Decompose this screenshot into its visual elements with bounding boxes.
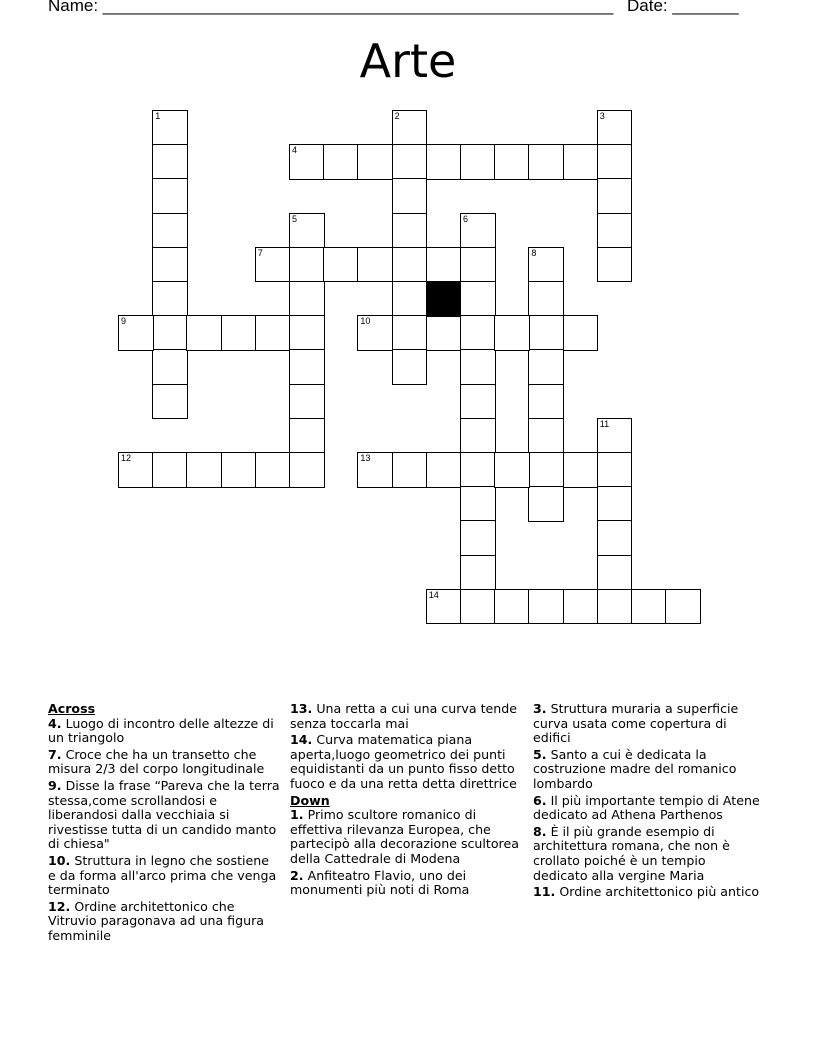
grid-cell[interactable] — [392, 110, 428, 146]
grid-cell[interactable] — [494, 452, 530, 488]
clue-across-4: 4. Luogo di incontro delle altezze di un triangolo — [48, 715, 274, 746]
grid-cell[interactable] — [597, 452, 633, 488]
clue-across-10: 10. Struttura in legno che sostiene e da forma all'arco prima che venga terminato — [48, 852, 277, 898]
grid-cell[interactable] — [460, 418, 496, 454]
grid-cell[interactable] — [528, 315, 564, 351]
grid-cell[interactable] — [460, 315, 496, 351]
grid-cell[interactable] — [152, 315, 188, 351]
clue-number: 10 — [360, 316, 371, 327]
clue-down-8: 8. È il più grande esempio di architettura romana, che non è crollato poiché è un tempio dedicato alla vergine Maria — [533, 823, 730, 883]
clue-number: 6 — [463, 213, 469, 224]
clue-number: 13 — [360, 453, 371, 463]
grid-cell[interactable] — [118, 315, 154, 351]
grid-cell[interactable] — [528, 349, 564, 385]
grid-cell[interactable] — [392, 247, 428, 283]
grid-cell[interactable] — [392, 349, 428, 385]
grid-cell[interactable] — [597, 486, 633, 522]
grid-cell[interactable] — [563, 589, 599, 625]
grid-cell[interactable] — [597, 178, 633, 214]
clues-column-2 — [290, 702, 522, 900]
clue-down-11: 11. Ordine architettonico più antico — [533, 884, 760, 900]
grid-cell[interactable] — [392, 452, 428, 488]
grid-cell[interactable] — [152, 452, 188, 488]
grid-cell[interactable] — [460, 452, 496, 488]
grid-cell[interactable] — [289, 213, 325, 249]
clue-number: 3 — [599, 111, 605, 121]
clue-across-14: 14. Curva matematica piana aperta,luogo geometrico dei punti equidistanti da un punto fisso detto fuoco e da una retta detta direttrice — [290, 732, 517, 791]
grid-cell[interactable] — [528, 144, 564, 180]
grid-cell[interactable] — [528, 384, 564, 420]
clues-column-3 — [533, 702, 763, 902]
clue-down-2: 2. Anfiteatro Flavio, uno dei monumenti più noti di Roma — [290, 867, 470, 898]
grid-cell[interactable] — [597, 110, 633, 146]
grid-cell[interactable] — [460, 213, 496, 249]
grid-cell[interactable] — [152, 110, 188, 146]
grid-cell[interactable] — [357, 452, 393, 488]
name-label: Name: ______________________________________________________ — [48, 0, 614, 15]
clue-down-5: 5. Santo a cui è dedicata la costruzione madre del romanico lombardo — [533, 746, 737, 791]
grid-cell[interactable] — [392, 281, 428, 317]
grid-cell[interactable] — [460, 144, 496, 180]
clue-number: 12 — [121, 453, 132, 463]
grid-cell[interactable] — [460, 589, 496, 625]
grid-cell[interactable] — [597, 555, 633, 591]
page-title: Arte — [359, 34, 457, 88]
grid-cell[interactable] — [289, 349, 325, 385]
grid-cell[interactable] — [357, 247, 393, 283]
grid-cell[interactable] — [563, 452, 599, 488]
grid-cell[interactable] — [597, 418, 633, 454]
grid-cell[interactable] — [426, 144, 462, 180]
grid-cell[interactable] — [152, 349, 188, 385]
grid-cell[interactable] — [597, 247, 633, 283]
grid-cell[interactable] — [323, 144, 359, 180]
grid-cell[interactable] — [597, 589, 633, 625]
clues-column-1 — [48, 702, 280, 946]
grid-cell[interactable] — [494, 315, 530, 351]
grid-cell[interactable] — [323, 247, 359, 283]
grid-cell[interactable] — [528, 589, 564, 625]
grid-cell[interactable] — [563, 315, 599, 351]
clue-number: 14 — [428, 589, 439, 600]
grid-cell[interactable] — [494, 589, 530, 625]
grid-cell[interactable] — [563, 144, 599, 180]
grid-cell[interactable] — [392, 213, 428, 249]
grid-cell[interactable] — [289, 418, 325, 454]
grid-block — [426, 281, 462, 317]
grid-cell[interactable] — [597, 144, 633, 180]
clue-number: 1 — [155, 111, 161, 121]
grid-cell[interactable] — [528, 247, 564, 283]
grid-cell[interactable] — [597, 213, 633, 249]
grid-cell[interactable] — [152, 384, 188, 420]
grid-cell[interactable] — [426, 452, 462, 488]
grid-cell[interactable] — [528, 486, 564, 522]
clue-number: 8 — [531, 247, 537, 258]
clue-across-12: 12. Ordine architettonico che Vitruvio paragonava ad una figura femminile — [48, 898, 264, 943]
date-label: Date: _______ — [627, 0, 739, 15]
clue-number: 2 — [394, 111, 400, 121]
grid-cell[interactable] — [528, 452, 564, 488]
grid-cell[interactable] — [426, 589, 462, 625]
grid-cell[interactable] — [528, 281, 564, 317]
grid-cell[interactable] — [665, 589, 701, 625]
clue-down-6: 6. Il più importante tempio di Atene dedicato ad Athena Parthenos — [533, 792, 760, 823]
grid-cell[interactable] — [426, 247, 462, 283]
clue-down-1: 1. Primo scultore romanico di effettiva rilevanza Europea, che partecipò alla decorazione scultorea della Cattedrale di Modena — [290, 807, 519, 866]
grid-cell[interactable] — [357, 144, 393, 180]
grid-cell[interactable] — [392, 178, 428, 214]
clue-across-7: 7. Croce che ha un transetto che misura 2/3 del corpo longitudinale — [48, 746, 265, 777]
grid-cell[interactable] — [460, 555, 496, 591]
across-title: Across — [48, 701, 96, 716]
grid-cell[interactable] — [289, 247, 325, 283]
clue-across-13: 13. Una retta a cui una curva tende senza toccarla mai — [290, 701, 517, 731]
grid-cell[interactable] — [357, 315, 393, 351]
grid-cell[interactable] — [460, 281, 496, 317]
grid-cell[interactable] — [631, 589, 667, 625]
grid-cell[interactable] — [186, 315, 222, 351]
grid-cell[interactable] — [494, 144, 530, 180]
grid-cell[interactable] — [392, 315, 428, 351]
grid-cell[interactable] — [460, 520, 496, 556]
clue-down-3: 3. Struttura muraria a superficie curva usata come copertura di edifici — [533, 701, 739, 746]
grid-cell[interactable] — [289, 315, 325, 351]
grid-cell[interactable] — [152, 247, 188, 283]
grid-cell[interactable] — [460, 349, 496, 385]
grid-cell[interactable] — [289, 384, 325, 420]
grid-cell[interactable] — [289, 144, 325, 180]
grid-cell[interactable] — [460, 486, 496, 522]
grid-cell[interactable] — [255, 247, 291, 283]
grid-cell[interactable] — [221, 452, 257, 488]
clue-number: 5 — [292, 213, 298, 224]
grid-cell[interactable] — [152, 178, 188, 214]
grid-cell[interactable] — [392, 144, 428, 180]
grid-cell[interactable] — [289, 452, 325, 488]
grid-cell[interactable] — [289, 281, 325, 317]
clue-number: 7 — [257, 247, 263, 258]
grid-cell[interactable] — [152, 144, 188, 180]
grid-cell[interactable] — [597, 520, 633, 556]
grid-cell[interactable] — [152, 213, 188, 249]
grid-cell[interactable] — [221, 315, 257, 351]
clue-number: 4 — [292, 145, 298, 156]
grid-cell[interactable] — [528, 418, 564, 454]
grid-cell[interactable] — [152, 281, 188, 317]
grid-cell[interactable] — [255, 315, 291, 351]
grid-cell[interactable] — [255, 452, 291, 488]
grid-cell[interactable] — [426, 315, 462, 351]
grid-cell[interactable] — [186, 452, 222, 488]
clue-across-9: 9. Disse la frase “Pareva che la terra stessa,come scrollandosi e liberandosi dalla vecchiaia si rivestisse tutta di un candido manto di chiesa" — [48, 777, 280, 852]
grid-cell[interactable] — [460, 247, 496, 283]
clue-number: 9 — [121, 316, 127, 327]
grid-cell[interactable] — [118, 452, 154, 488]
clue-number: 11 — [599, 418, 610, 429]
grid-cell[interactable] — [460, 384, 496, 420]
down-title: Down — [290, 792, 330, 808]
